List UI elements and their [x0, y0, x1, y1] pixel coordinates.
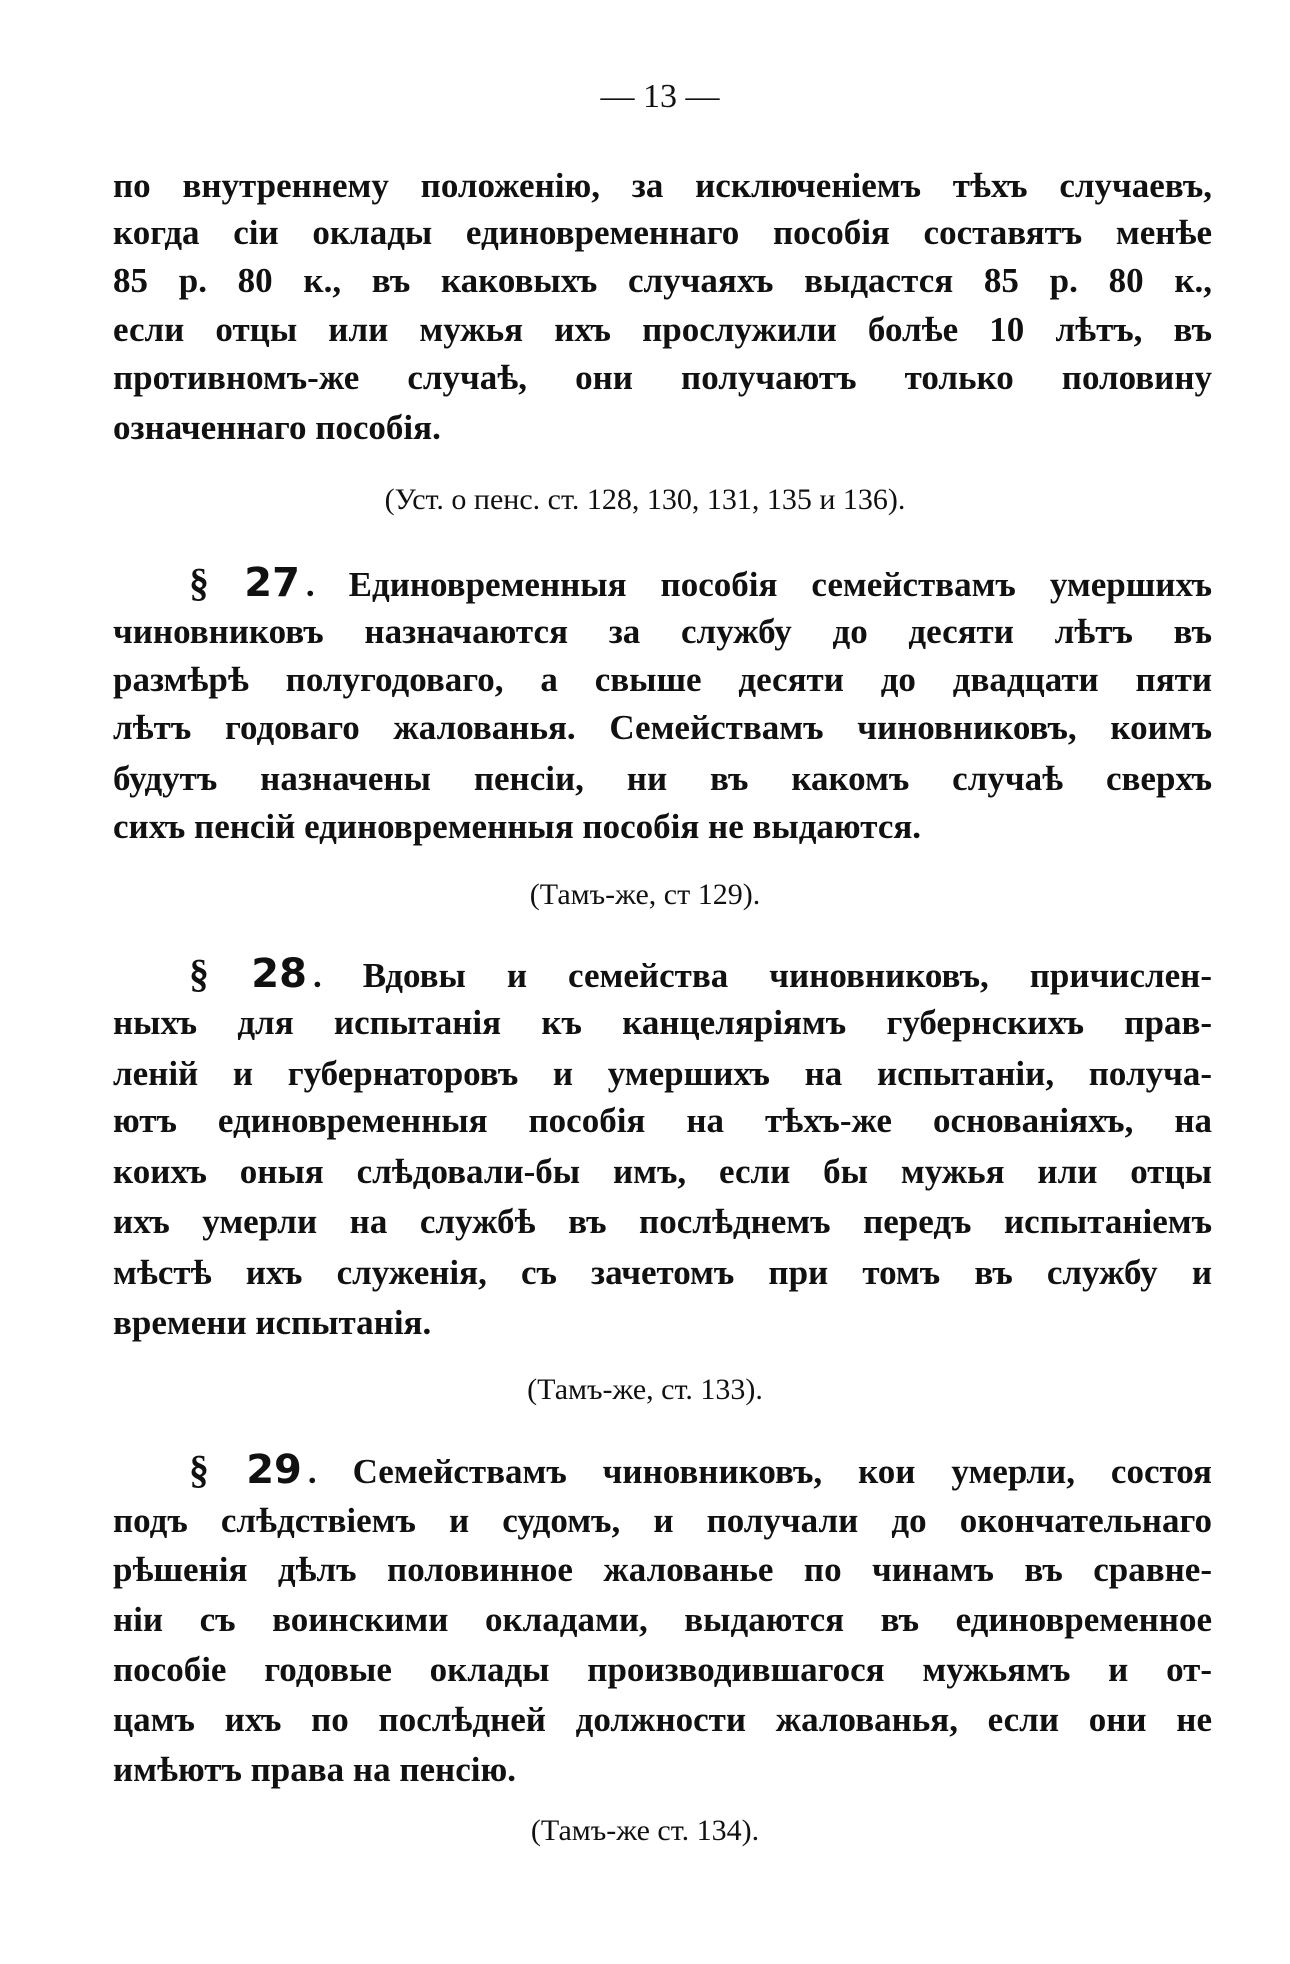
section-heading — [189, 561, 300, 605]
text-line: коихъ оныя слѣдовали-бы имъ, если бы мужья или отцы — [113, 1152, 1212, 1191]
text-line: противномъ-же случаѣ, они получаютъ только половину — [113, 358, 1212, 397]
text-line: цамъ ихъ по послѣдней должности жалованья, если они не — [113, 1700, 1212, 1739]
text-line: означеннаго пособія. — [113, 408, 441, 447]
text-line: 85 р. 80 к., въ каковыхъ случаяхъ выдастся 85 р. 80 к., — [113, 261, 1212, 300]
text-line: времени испытанія. — [113, 1303, 432, 1342]
text-line: подъ слѣдствіемъ и судомъ, и получали до окончательнаго — [113, 1501, 1212, 1540]
text-line — [189, 952, 1212, 996]
text-line: ніи съ воинскими окладами, выдаются въ единовременное — [113, 1600, 1212, 1639]
text-line: ихъ умерли на службѣ въ послѣднемъ передъ испытаніемъ — [113, 1202, 1212, 1241]
citation: (Уст. о пенс. ст. 128, 130, 131, 135 и 136). — [384, 483, 906, 516]
citation: (Тамъ-же, ст. 133). — [527, 1373, 763, 1406]
text-line: мѣстѣ ихъ служенія, съ зачетомъ при томъ въ службу и — [113, 1253, 1212, 1292]
text-line: ныхъ для испытанія къ канцеляріямъ губернскихъ прав- — [113, 1003, 1212, 1042]
text-line-content: . Вдовы и семейства чиновниковъ, причислен- — [312, 956, 1212, 995]
section-sign: § — [189, 952, 209, 996]
page-number: — 13 — — [600, 78, 720, 115]
text-line-content: . Семействамъ чиновниковъ, кои умерли, состоя — [307, 1452, 1212, 1491]
text-line: рѣшенія дѣлъ половинное жалованье по чинамъ въ сравне- — [113, 1550, 1212, 1589]
text-line: пособіе годовые оклады производившагося мужьямъ и от- — [113, 1650, 1212, 1689]
text-line: сихъ пенсій единовременныя пособія не выдаются. — [113, 807, 922, 846]
text-line — [189, 561, 1212, 605]
text-line: размѣрѣ полугодоваго, а свыше десяти до двадцати пяти — [113, 660, 1212, 699]
text-line: леній и губернаторовъ и умершихъ на испытаніи, получа- — [113, 1054, 1212, 1093]
citation: (Тамъ-же ст. 134). — [530, 1814, 760, 1847]
text-line: ютъ единовременныя пособія на тѣхъ-же основаніяхъ, на — [113, 1101, 1212, 1140]
section-heading — [189, 1448, 302, 1492]
text-line-content: . Единовременныя пособія семействамъ умершихъ — [305, 565, 1212, 604]
text-line — [189, 1448, 1212, 1492]
text-line: чиновниковъ назначаются за службу до десяти лѣтъ въ — [113, 612, 1212, 651]
text-line: лѣтъ годоваго жалованья. Семействамъ чиновниковъ, коимъ — [113, 708, 1212, 747]
section-sign: § — [189, 1448, 209, 1492]
text-line: по внутреннему положенію, за исключеніемъ тѣхъ случаевъ, — [113, 166, 1212, 205]
section-number: 28 — [251, 952, 307, 996]
section-number: 29 — [246, 1448, 302, 1492]
text-line: будутъ назначены пенсіи, ни въ какомъ случаѣ сверхъ — [113, 759, 1212, 798]
text-line: если отцы или мужья ихъ прослужили болѣе 10 лѣтъ, въ — [113, 310, 1212, 349]
section-sign: § — [189, 561, 209, 605]
section-heading — [189, 952, 307, 996]
text-line: когда сіи оклады единовременнаго пособія составятъ менѣе — [113, 213, 1212, 252]
citation: (Тамъ-же, ст 129). — [529, 878, 761, 911]
text-line: имѣютъ права на пенсію. — [113, 1750, 516, 1789]
section-number: 27 — [244, 561, 300, 605]
